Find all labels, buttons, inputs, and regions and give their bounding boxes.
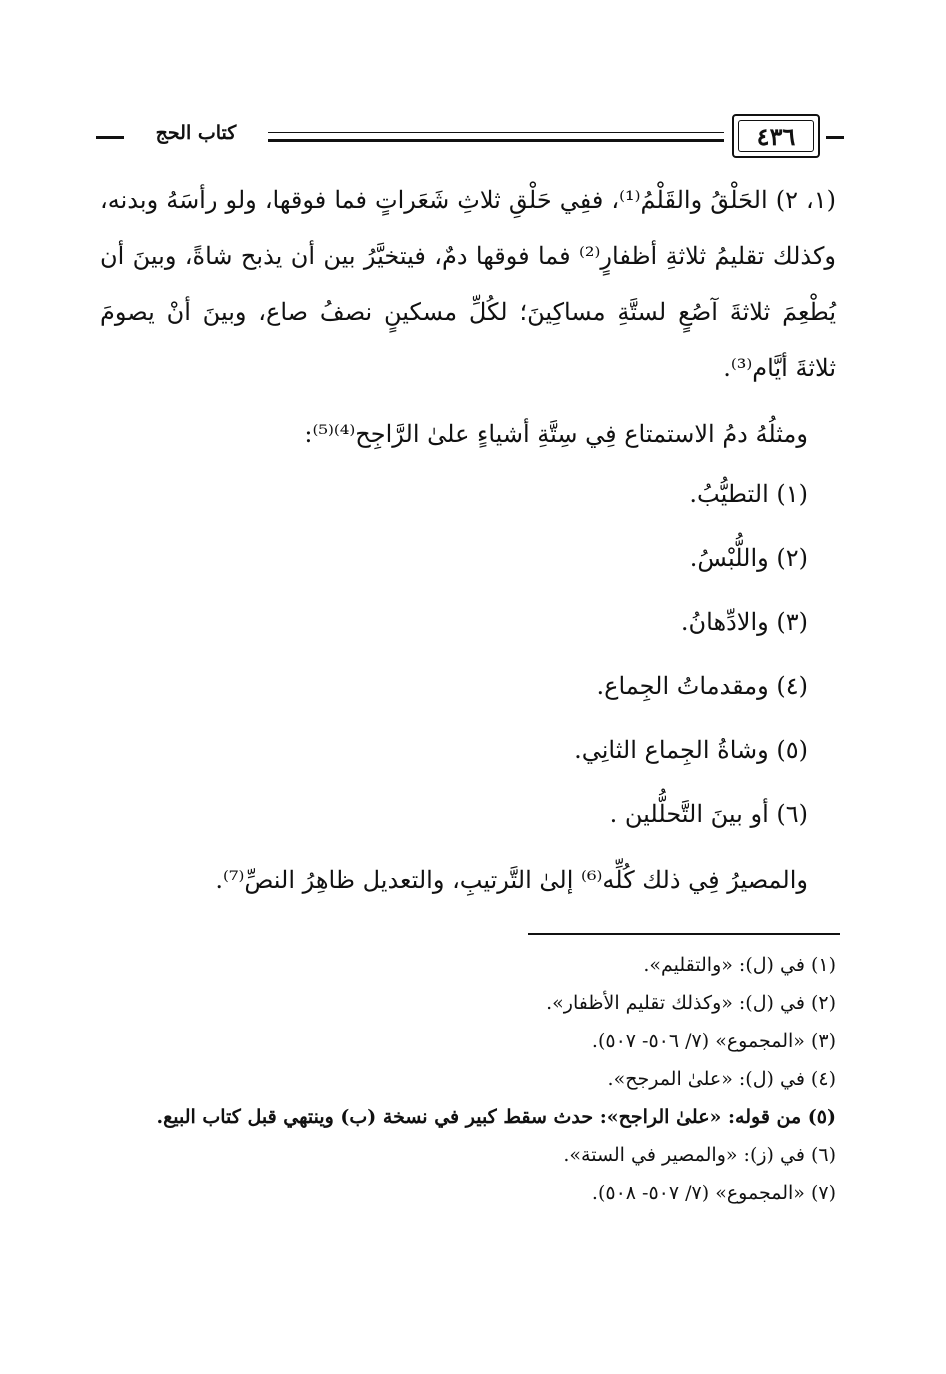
page-number: ٤٣٦ [738,120,814,152]
list-item: (٢) واللُّبْسُ. [689,544,808,572]
main-text [100,172,836,908]
footnote-separator [528,933,840,935]
header-rule-left [96,136,124,139]
running-title: كتاب الحج [155,122,237,144]
header-rule-bottom [268,139,724,142]
footnotes [100,946,836,1212]
header-rule-top [268,132,724,133]
footnote: (٦) في (ز): «والمصير في الستة». [563,1144,836,1166]
header-rule-right [826,136,844,139]
list-item: (١) التطيُّبُ. [689,480,808,508]
list-item: (٤) ومقدماتُ الجِماع. [596,672,808,700]
footnote: (٥) من قوله: «علىٰ الراجح»: حدث سقط كبير في نسخة (ب) وينتهي قبل كتاب البيع. [156,1106,836,1128]
list-item: (٥) وشاةُ الجِماع الثانِي. [574,736,808,764]
closing-paragraph: والمصيرُ فِي ذلك كُلِّه⁽⁶⁾ إلىٰ التَّرتيبِ، والتعديل ظاهِرُ النصِّ⁽⁷⁾. [215,866,808,894]
paragraph: ومثلُهُ دمُ الاستمتاع فِي سِتَّةِ أشياءٍ علىٰ الرَّاجِح⁽⁴⁾⁽⁵⁾: [304,420,808,448]
footnote: (٧) «المجموع» (٧/ ٥٠٧- ٥٠٨). [591,1182,836,1204]
list-item: (٦) أو بينَ التَّحلُّلين . [609,800,808,828]
paragraph: (١، ٢) الحَلْقُ والقَلْمُ⁽¹⁾، ففِي حَلْقِ ثلاثِ شَعَراتٍ فما فوقها، ولو رأسَهُ وبدنه، وكذلك تقليمُ ثلاثةِ أظفارٍ⁽²⁾ فما فوقها دمٌ، فيتخيَّرُ بين أن يذبح شاةً، وبينَ أن يُطْعِمَ ثلاثةَ آصُعٍ لستَّةِ مساكِينَ؛ لكُلِّ مسكينٍ نصفُ صاع، وبينَ أنْ يصومَ ثلاثةَ أيَّام⁽³⁾. [100,186,837,382]
page-number-frame [732,114,820,158]
page-header [96,112,844,162]
list-item: (٣) والادِّهانُ. [680,608,808,636]
footnote: (١) في (ل): «والتقليم». [643,954,836,976]
footnote: (٣) «المجموع» (٧/ ٥٠٦- ٥٠٧). [591,1030,836,1052]
footnote: (٤) في (ل): «علىٰ المرجح». [607,1068,836,1090]
footnote: (٢) في (ل): «وكذلك تقليم الأظفار». [546,992,836,1014]
